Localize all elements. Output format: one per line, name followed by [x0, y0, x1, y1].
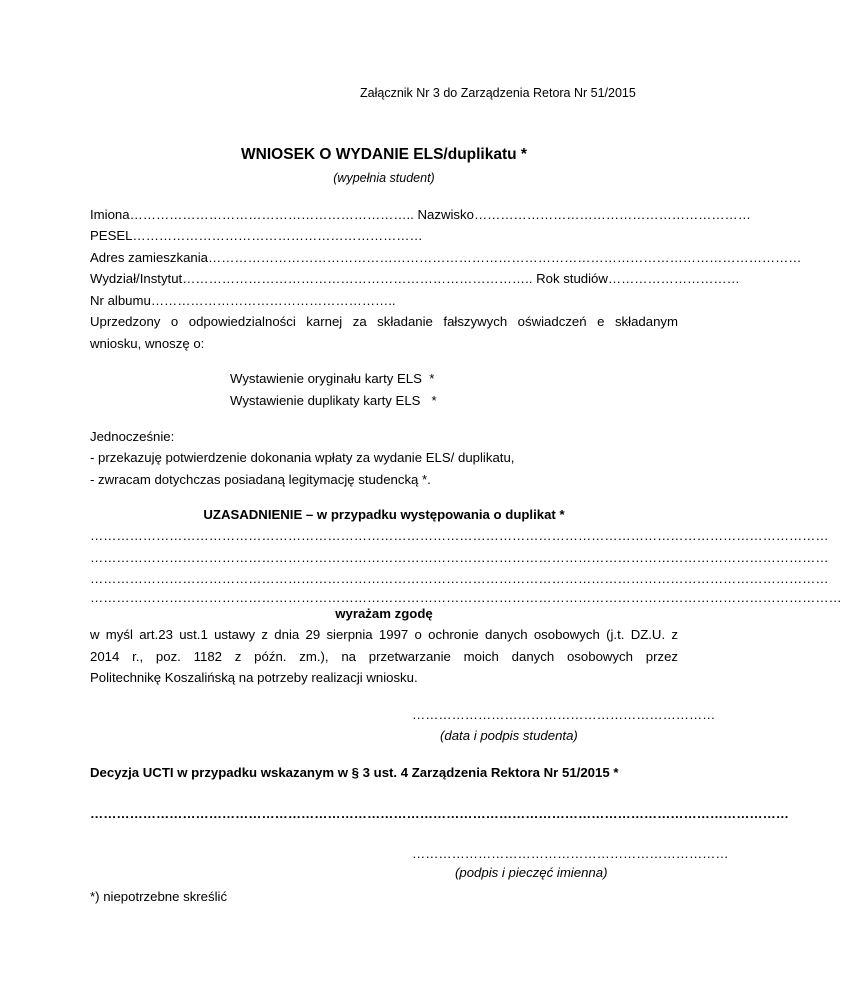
footnote: *) niepotrzebne skreślić	[90, 889, 228, 904]
consent-line-2: 2014 r., poz. 1182 z późn. zm.), na przetwarzanie moich danych osobowych przez	[90, 649, 678, 664]
official-signature-label: (podpis i pieczęć imienna)	[455, 865, 608, 880]
simultaneous-item-return: - zwracam dotychczas posiadaną legitymację studencką *.	[90, 472, 431, 487]
simultaneous-heading: Jednocześnie:	[90, 429, 175, 444]
consent-line-1: w myśl art.23 ust.1 ustawy z dnia 29 sierpnia 1997 o ochronie danych osobowych (j.t. DZ.U. z	[90, 627, 678, 642]
field-adres: Adres zamieszkania………………………………………………………………………………………………………………………	[90, 250, 802, 265]
declaration-line-2: wniosku, wnoszę o:	[90, 336, 205, 351]
justification-line-1: ……………………………………………………………………………………………………………………………………………………	[90, 528, 829, 543]
field-pesel: PESEL…………………………………………………………	[90, 228, 423, 243]
document-subtitle: (wypełnia student)	[333, 171, 435, 185]
simultaneous-item-payment: - przekazuję potwierdzenie dokonania wpłaty za wydanie ELS/ duplikatu,	[90, 450, 515, 465]
justification-line-4: ………………………………………………………………………………………………………………………………………………………	[90, 590, 842, 605]
consent-line-3: Politechnikę Koszalińską na potrzeby realizacji wniosku.	[90, 670, 418, 685]
decision-line: ……………………………………………………………………………………………………………………………………………	[90, 806, 789, 821]
official-signature-line: ………………………………………………………………	[412, 846, 729, 861]
justification-line-2: ……………………………………………………………………………………………………………………………………………………	[90, 550, 829, 565]
annex-header: Załącznik Nr 3 do Zarządzenia Retora Nr 51/2015	[360, 86, 636, 100]
decision-heading: Decyzja UCTI w przypadku wskazanym w § 3 ust. 4 Zarządzenia Rektora Nr 51/2015 *	[90, 765, 619, 780]
field-nr-albumu: Nr albumu………………………………………………..	[90, 293, 396, 308]
field-wydzial-rok: Wydział/Instytut…………………………………………………………………….. Rok studiów…………………………	[90, 271, 740, 286]
student-signature-label: (data i podpis studenta)	[440, 728, 578, 743]
document-title: WNIOSEK O WYDANIE ELS/duplikatu *	[241, 146, 527, 163]
justification-line-3: ……………………………………………………………………………………………………………………………………………………	[90, 571, 829, 586]
field-imiona-nazwisko: Imiona……………………………………………………….. Nazwisko………………………………………………………	[90, 207, 751, 222]
justification-heading: UZASADNIENIE – w przypadku występowania o duplikat *	[203, 507, 565, 522]
option-original: Wystawienie oryginału karty ELS *	[230, 371, 435, 386]
student-signature-line: ……………………………………………………………	[412, 707, 716, 722]
consent-heading: wyrażam zgodę	[335, 606, 433, 621]
option-duplicate: Wystawienie duplikaty karty ELS *	[230, 393, 437, 408]
declaration-line-1: Uprzedzony o odpowiedzialności karnej za składanie fałszywych oświadczeń e składanym	[90, 314, 678, 329]
